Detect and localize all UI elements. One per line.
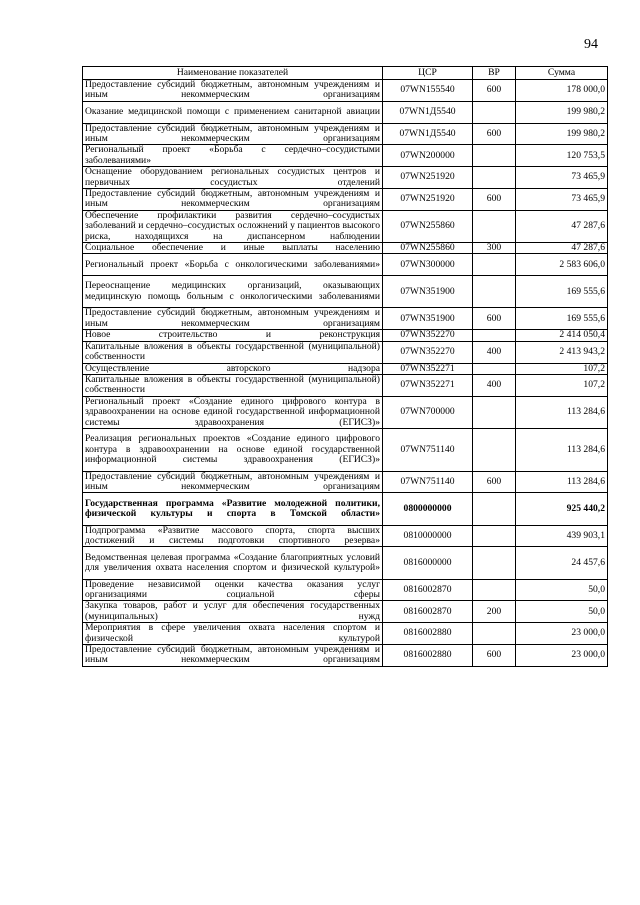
cell-name: Проведение независимой оценки качества оказания услуг организациями социальной сферы xyxy=(83,579,383,601)
cell-sum: 439 903,1 xyxy=(516,525,608,547)
cell-sum: 47 287,6 xyxy=(516,243,608,254)
cell-sum: 73 465,9 xyxy=(516,167,608,189)
cell-sum: 113 284,6 xyxy=(516,428,608,471)
cell-name: Капитальные вложения в объекты государственной (муниципальной) собственности xyxy=(83,341,383,363)
cell-sum: 24 457,6 xyxy=(516,547,608,579)
cell-csr: 0816002870 xyxy=(383,601,473,623)
cell-csr: 07WN155540 xyxy=(383,80,473,102)
cell-vr: 600 xyxy=(473,123,516,145)
cell-name: Предоставление субсидий бюджетным, автономным учреждениям и иным некоммерческим организациям xyxy=(83,123,383,145)
cell-name: Закупка товаров, работ и услуг для обеспечения государственных (муниципальных) нужд xyxy=(83,601,383,623)
table-row xyxy=(83,276,608,308)
cell-sum: 199 980,2 xyxy=(516,101,608,123)
cell-csr: 07WN1Д5540 xyxy=(383,123,473,145)
cell-name: Ведомственная целевая программа «Создание благоприятных условий для увеличения охвата населения спортом и физической культурой» xyxy=(83,547,383,579)
cell-vr xyxy=(473,210,516,242)
table-row xyxy=(83,167,608,189)
cell-vr xyxy=(473,396,516,428)
cell-vr xyxy=(473,254,516,276)
table-row xyxy=(83,579,608,601)
table-row xyxy=(83,145,608,167)
cell-vr xyxy=(473,525,516,547)
cell-sum: 50,0 xyxy=(516,601,608,623)
cell-csr: 07WN251920 xyxy=(383,189,473,211)
cell-sum: 2 583 606,0 xyxy=(516,254,608,276)
cell-name: Региональный проект «Борьба с сердечно–сосудистыми заболеваниями» xyxy=(83,145,383,167)
cell-name: Осуществление авторского надзора xyxy=(83,363,383,374)
cell-vr xyxy=(473,579,516,601)
cell-vr: 200 xyxy=(473,601,516,623)
cell-name: Предоставление субсидий бюджетным, автономным учреждениям и иным некоммерческим организациям xyxy=(83,308,383,330)
table-row xyxy=(83,189,608,211)
cell-name: Государственная программа «Развитие молодежной политики, физической культуры и спорта в Томской области» xyxy=(83,493,383,525)
cell-vr xyxy=(473,623,516,645)
cell-vr xyxy=(473,145,516,167)
cell-name: Новое строительство и реконструкция xyxy=(83,330,383,341)
cell-sum: 107,2 xyxy=(516,363,608,374)
table-row xyxy=(83,341,608,363)
cell-sum: 107,2 xyxy=(516,374,608,396)
cell-sum: 23 000,0 xyxy=(516,644,608,666)
table-row xyxy=(83,601,608,623)
cell-csr: 07WN300000 xyxy=(383,254,473,276)
cell-sum: 2 414 050,4 xyxy=(516,330,608,341)
cell-name: Переоснащение медицинских организаций, оказывающих медицинскую помощь больным с онкологическими заболеваниями xyxy=(83,276,383,308)
table-row xyxy=(83,80,608,102)
cell-name: Предоставление субсидий бюджетным, автономным учреждениям и иным некоммерческим организациям xyxy=(83,189,383,211)
cell-csr: 07WN751140 xyxy=(383,471,473,493)
cell-vr xyxy=(473,428,516,471)
cell-name: Региональный проект «Борьба с онкологическими заболеваниями» xyxy=(83,254,383,276)
cell-csr: 0810000000 xyxy=(383,525,473,547)
table-row xyxy=(83,428,608,471)
cell-name: Предоставление субсидий бюджетным, автономным учреждениям и иным некоммерческим организациям xyxy=(83,471,383,493)
table-row xyxy=(83,123,608,145)
cell-csr: 07WN255860 xyxy=(383,210,473,242)
cell-vr: 300 xyxy=(473,243,516,254)
column-header-sum: Сумма xyxy=(516,67,608,80)
cell-vr: 600 xyxy=(473,644,516,666)
table-row xyxy=(83,210,608,242)
table-row xyxy=(83,243,608,254)
cell-csr: 07WN700000 xyxy=(383,396,473,428)
cell-csr: 0816002870 xyxy=(383,579,473,601)
cell-csr: 07WN200000 xyxy=(383,145,473,167)
cell-csr: 07WN352270 xyxy=(383,330,473,341)
cell-csr: 07WN352271 xyxy=(383,363,473,374)
cell-vr xyxy=(473,363,516,374)
cell-csr: 07WN255860 xyxy=(383,243,473,254)
cell-csr: 0816002880 xyxy=(383,644,473,666)
cell-sum: 73 465,9 xyxy=(516,189,608,211)
cell-sum: 113 284,6 xyxy=(516,396,608,428)
cell-csr: 0800000000 xyxy=(383,493,473,525)
cell-name: Обеспечение профилактики развития сердечно–сосудистых заболеваний и сердечно–сосудистых осложнений у пациентов высокого риска, находящихся на диспансерном наблюдении xyxy=(83,210,383,242)
cell-sum: 925 440,2 xyxy=(516,493,608,525)
table-row xyxy=(83,493,608,525)
cell-csr: 07WN351900 xyxy=(383,276,473,308)
cell-vr xyxy=(473,167,516,189)
cell-csr: 07WN751140 xyxy=(383,428,473,471)
cell-vr xyxy=(473,101,516,123)
cell-vr xyxy=(473,493,516,525)
budget-table xyxy=(82,66,608,667)
table-row xyxy=(83,101,608,123)
cell-name: Подпрограмма «Развитие массового спорта, спорта высших достижений и системы подготовки спортивного резерва» xyxy=(83,525,383,547)
table-row xyxy=(83,471,608,493)
cell-sum: 2 413 943,2 xyxy=(516,341,608,363)
cell-sum: 47 287,6 xyxy=(516,210,608,242)
cell-name: Оказание медицинской помощи с применением санитарной авиации xyxy=(83,101,383,123)
cell-name: Предоставление субсидий бюджетным, автономным учреждениям и иным некоммерческим организациям xyxy=(83,644,383,666)
cell-vr: 600 xyxy=(473,189,516,211)
cell-sum: 169 555,6 xyxy=(516,308,608,330)
table-row xyxy=(83,330,608,341)
cell-vr: 400 xyxy=(473,341,516,363)
table-row xyxy=(83,374,608,396)
cell-csr: 07WN1Д5540 xyxy=(383,101,473,123)
cell-csr: 0816002880 xyxy=(383,623,473,645)
cell-csr: 07WN352270 xyxy=(383,341,473,363)
cell-sum: 169 555,6 xyxy=(516,276,608,308)
cell-csr: 0816000000 xyxy=(383,547,473,579)
cell-vr xyxy=(473,547,516,579)
cell-vr xyxy=(473,330,516,341)
table-row xyxy=(83,308,608,330)
table-row xyxy=(83,254,608,276)
table-row xyxy=(83,363,608,374)
cell-sum: 120 753,5 xyxy=(516,145,608,167)
cell-name: Мероприятия в сфере увеличения охвата населения спортом и физической культурой xyxy=(83,623,383,645)
cell-sum: 199 980,2 xyxy=(516,123,608,145)
cell-sum: 113 284,6 xyxy=(516,471,608,493)
table-header-row xyxy=(83,67,608,80)
cell-name: Региональный проект «Создание единого цифрового контура в здравоохранении на основе единой государственной информационной системы здравоохранения (ЕГИСЗ)» xyxy=(83,396,383,428)
table-row xyxy=(83,547,608,579)
column-header-name: Наименование показателей xyxy=(83,67,383,80)
cell-sum: 50,0 xyxy=(516,579,608,601)
table-row xyxy=(83,525,608,547)
cell-csr: 07WN352271 xyxy=(383,374,473,396)
column-header-vr: ВР xyxy=(473,67,516,80)
cell-vr: 400 xyxy=(473,374,516,396)
cell-name: Социальное обеспечение и иные выплаты населению xyxy=(83,243,383,254)
table-row xyxy=(83,644,608,666)
table-row xyxy=(83,623,608,645)
cell-vr xyxy=(473,276,516,308)
cell-csr: 07WN251920 xyxy=(383,167,473,189)
cell-sum: 178 000,0 xyxy=(516,80,608,102)
cell-name: Реализация региональных проектов «Создание единого цифрового контура в здравоохранении на основе единой государственной информационной системы здравоохранения (ЕГИСЗ)» xyxy=(83,428,383,471)
cell-name: Капитальные вложения в объекты государственной (муниципальной) собственности xyxy=(83,374,383,396)
cell-csr: 07WN351900 xyxy=(383,308,473,330)
cell-name: Оснащение оборудованием региональных сосудистых центров и первичных сосудистых отделений xyxy=(83,167,383,189)
column-header-csr: ЦСР xyxy=(383,67,473,80)
cell-vr: 600 xyxy=(473,80,516,102)
page-number: 94 xyxy=(584,37,598,52)
cell-vr: 600 xyxy=(473,308,516,330)
cell-sum: 23 000,0 xyxy=(516,623,608,645)
cell-name: Предоставление субсидий бюджетным, автономным учреждениям и иным некоммерческим организациям xyxy=(83,80,383,102)
cell-vr: 600 xyxy=(473,471,516,493)
table-row xyxy=(83,396,608,428)
